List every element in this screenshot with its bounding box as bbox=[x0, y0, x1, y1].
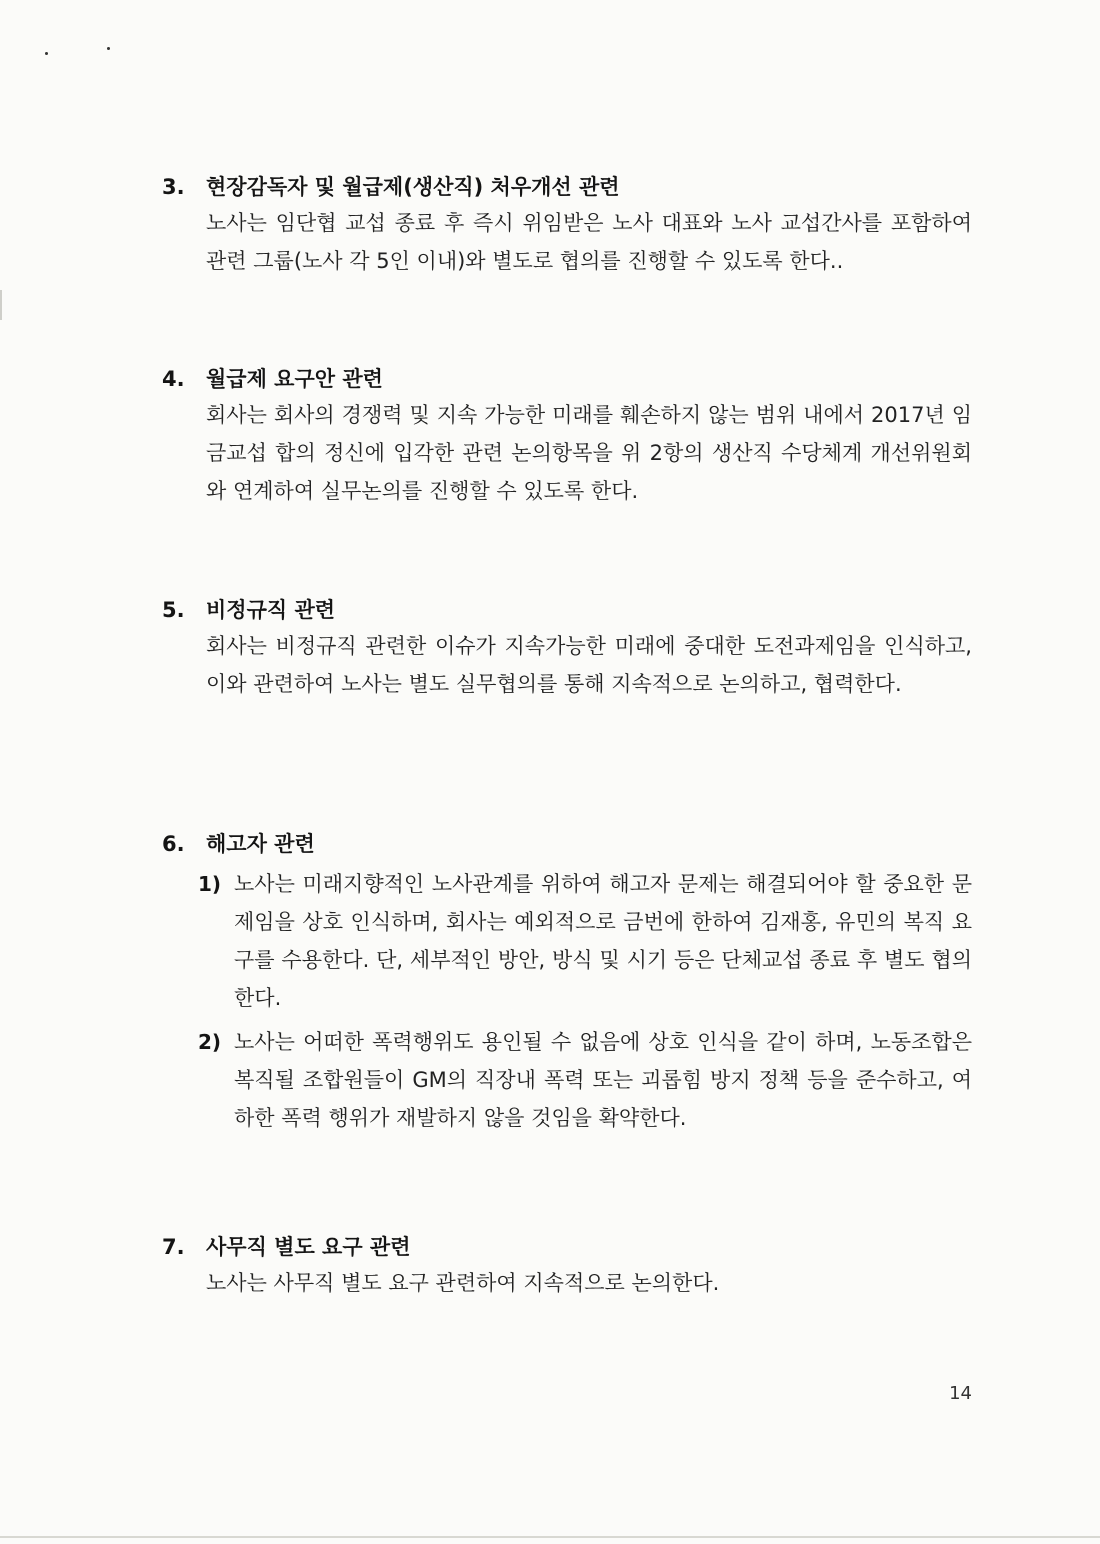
section-heading bbox=[162, 362, 972, 396]
section-5 bbox=[162, 593, 972, 703]
list-item bbox=[198, 865, 972, 1017]
section-body: 회사는 회사의 경쟁력 및 지속 가능한 미래를 훼손하지 않는 범위 내에서 2017년 임금교섭 합의 정신에 입각한 관련 논의항목을 위 2항의 생산직 수당체계 개선위원회와 연계하여 실무논의를 진행할 수 있도록 한다. bbox=[206, 403, 972, 503]
sub-item-text: 노사는 어떠한 폭력행위도 용인될 수 없음에 상호 인식을 같이 하며, 노동조합은 복직될 조합원들이 GM의 직장내 폭력 또는 괴롭힘 방지 정책 등을 준수하고, 여하한 폭력 행위가 재발하지 않을 것임을 확약한다. bbox=[234, 1030, 972, 1130]
section-body: 회사는 비정규직 관련한 이슈가 지속가능한 미래에 중대한 도전과제임을 인식하고, 이와 관련하여 노사는 별도 실무협의를 통해 지속적으로 논의하고, 협력한다. bbox=[206, 634, 972, 696]
section-4 bbox=[162, 362, 972, 510]
section-title: 사무직 별도 요구 관련 bbox=[206, 1235, 411, 1259]
section-heading bbox=[162, 170, 972, 204]
scan-edge-mark bbox=[0, 290, 2, 320]
section-body: 노사는 임단협 교섭 종료 후 즉시 위임받은 노사 대표와 노사 교섭간사를 포함하여 관련 그룹(노사 각 5인 이내)와 별도로 협의를 진행할 수 있도록 한다.. bbox=[206, 211, 972, 273]
sub-item-list bbox=[198, 865, 972, 1137]
section-3 bbox=[162, 170, 972, 280]
sub-item-number: 2) bbox=[198, 1030, 222, 1054]
section-title: 월급제 요구안 관련 bbox=[206, 367, 383, 391]
list-item bbox=[198, 1023, 972, 1137]
section-heading bbox=[162, 827, 972, 861]
sub-item-text: 노사는 미래지향적인 노사관계를 위하여 해고자 문제는 해결되어야 할 중요한 문제임을 상호 인식하며, 회사는 예외적으로 금번에 한하여 김재홍, 유민의 복직 요구를 수용한다. 단, 세부적인 방안, 방식 및 시기 등은 단체교섭 종료 후 별도 협의한다. bbox=[234, 872, 972, 1010]
section-body: 노사는 사무직 별도 요구 관련하여 지속적으로 논의한다. bbox=[206, 1271, 720, 1295]
section-heading bbox=[162, 593, 972, 627]
section-7 bbox=[162, 1230, 972, 1302]
section-6 bbox=[162, 827, 972, 1143]
page-number: 14 bbox=[949, 1383, 972, 1404]
scan-bottom-edge bbox=[0, 1536, 1100, 1538]
section-number: 5. bbox=[162, 598, 185, 622]
sub-item-number: 1) bbox=[198, 872, 222, 896]
section-heading bbox=[162, 1230, 972, 1264]
scan-dot-left bbox=[45, 52, 48, 55]
scan-dot-right bbox=[107, 47, 110, 50]
section-title: 비정규직 관련 bbox=[206, 598, 336, 622]
section-number: 3. bbox=[162, 175, 185, 199]
section-number: 7. bbox=[162, 1235, 185, 1259]
section-title: 해고자 관련 bbox=[206, 832, 315, 856]
section-title: 현장감독자 및 월급제(생산직) 처우개선 관련 bbox=[206, 175, 620, 199]
section-number: 6. bbox=[162, 832, 185, 856]
section-number: 4. bbox=[162, 367, 185, 391]
